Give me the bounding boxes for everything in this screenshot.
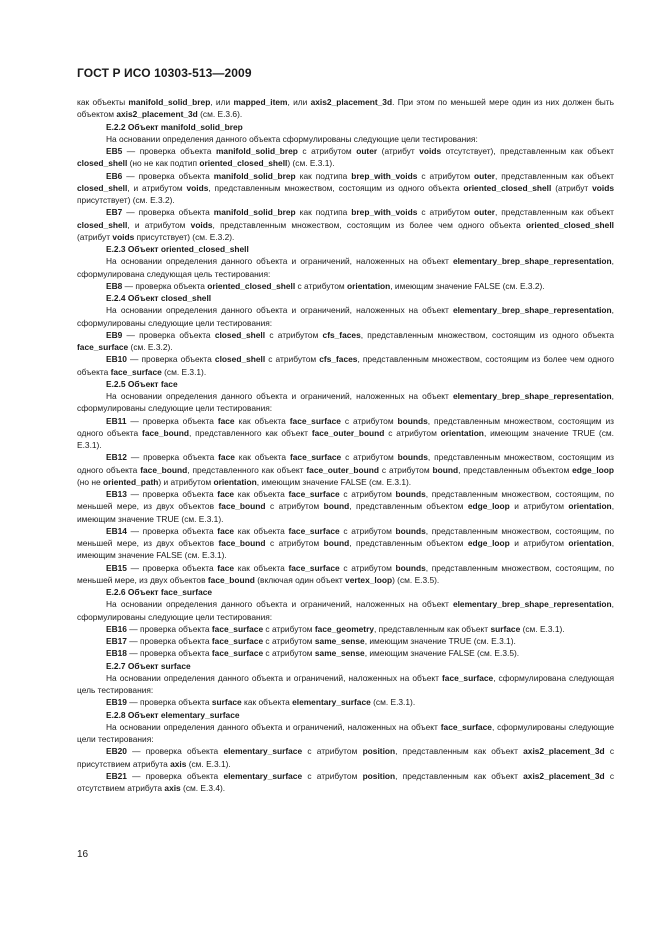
text-run: — проверка объекта xyxy=(122,146,216,156)
paragraph xyxy=(77,770,614,795)
text-run: , представленного как объект xyxy=(187,464,307,475)
bold-term: axis2_placement_3d xyxy=(116,109,198,120)
bold-term: EB17 xyxy=(106,636,127,646)
bold-term: face_surface xyxy=(211,648,264,659)
bold-term: face xyxy=(218,452,235,463)
bold-term: manifold_solid_brep xyxy=(215,146,298,156)
text-run: , и атрибутом xyxy=(127,219,191,230)
text-run: отсутствует), представленным как объект xyxy=(441,146,614,156)
text-run: с атрибутом xyxy=(297,146,357,156)
text-run: и атрибутом xyxy=(509,501,569,512)
text-run: На основании определения данного объекта и ограничений, наложенных на объект xyxy=(106,256,453,267)
bold-term: E.2.2 Объект manifold_solid_brep xyxy=(106,121,243,132)
text-run: (но не xyxy=(77,476,104,487)
page-number: 16 xyxy=(77,849,89,860)
bold-term: E.2.7 Объект surface xyxy=(106,660,191,671)
bold-term: surface xyxy=(211,697,242,708)
bold-term: orientation xyxy=(568,538,612,548)
bold-term: closed_shell xyxy=(214,329,266,340)
bold-term: outer xyxy=(474,207,495,218)
document-body xyxy=(77,96,614,794)
bold-term: elementary_brep_shape_representation xyxy=(452,305,612,316)
text-run: (атрибут xyxy=(551,182,593,193)
bold-term: edge_loop xyxy=(467,501,510,512)
text-run: и атрибутом xyxy=(509,538,569,548)
text-run: — проверка объекта xyxy=(126,525,218,536)
text-run: , представленным как объект xyxy=(374,623,491,634)
bold-term: manifold_solid_brep xyxy=(213,170,296,181)
bold-term: mapped_item xyxy=(233,97,288,107)
bold-term: orientation xyxy=(440,427,484,438)
bold-term: face_bound xyxy=(218,538,266,548)
bold-term: face_surface xyxy=(211,636,264,646)
text-run: с атрибутом xyxy=(265,354,320,365)
text-run: с атрибутом xyxy=(302,770,363,781)
text-run: как объекта xyxy=(234,562,289,573)
section-heading xyxy=(77,660,614,672)
text-run: как подтипа xyxy=(295,207,352,218)
bold-term: face_geometry xyxy=(314,623,375,634)
text-run: На основании определения данного объекта сформулированы следующие цели тестирования: xyxy=(106,133,478,144)
paragraph xyxy=(77,488,614,525)
text-run: с атрибутом xyxy=(341,452,398,463)
bold-term: closed_shell xyxy=(214,354,266,365)
text-run: , представленного как объект xyxy=(189,427,312,438)
paragraph xyxy=(77,415,614,452)
bold-term: bound xyxy=(323,501,350,512)
bold-term: E.2.3 Объект oriented_closed_shell xyxy=(106,244,249,254)
text-run: с атрибутом xyxy=(417,170,475,181)
bold-term: EB12 xyxy=(106,452,127,463)
text-run: , представленным как объект xyxy=(494,170,614,181)
text-run: с атрибутом xyxy=(263,648,315,659)
text-run: (атрибут xyxy=(377,146,420,156)
paragraph xyxy=(77,623,614,635)
text-run: , или xyxy=(287,97,311,107)
text-run: (см. Е.3.1). xyxy=(370,697,416,708)
text-run: с атрибутом xyxy=(417,207,475,218)
text-run: , сформулированы следующие цели тестирования: xyxy=(77,305,614,328)
text-run: с атрибутом xyxy=(339,489,396,499)
paragraph xyxy=(77,525,614,562)
bold-term: face_surface xyxy=(110,366,162,377)
text-run: как объекта xyxy=(234,489,289,499)
text-run: , имеющим значение TRUE (см. Е.3.1). xyxy=(364,636,516,646)
text-run: , представленным объектом xyxy=(458,464,573,475)
text-run: с атрибутом xyxy=(384,427,441,438)
text-run: , сформулированы следующие цели тестирования: xyxy=(77,599,614,622)
bold-term: closed_shell xyxy=(77,182,128,193)
text-run: , имеющим значение TRUE (см. Е.3.1). xyxy=(77,501,615,524)
bold-term: face_surface xyxy=(289,452,342,463)
text-run: , представленным множеством, состоящим, по меньшей мере, из двух объектов xyxy=(77,525,614,548)
text-run: — проверка объекта xyxy=(126,415,218,426)
bold-term: face_bound xyxy=(218,501,266,512)
document-header: ГОСТ Р ИСО 10303-513—2009 xyxy=(77,66,252,80)
bold-term: voids xyxy=(112,231,135,242)
bold-term: voids xyxy=(419,146,442,156)
section-heading xyxy=(77,243,614,255)
text-run: — проверка объекта xyxy=(126,746,224,757)
bold-term: face_surface xyxy=(289,415,341,426)
bold-term: axis xyxy=(164,783,181,793)
text-run: , имеющим значение TRUE (см. Е.3.1). xyxy=(77,427,614,450)
bold-term: E.2.5 Объект face xyxy=(106,378,178,389)
bold-term: bounds xyxy=(397,415,428,426)
text-run: (но не как подтип xyxy=(127,158,200,169)
text-run: , представленным множеством, состоящим из более чем одного объекта xyxy=(212,219,527,230)
bold-term: axis2_placement_3d xyxy=(523,746,605,757)
section-heading xyxy=(77,292,614,304)
bold-term: outer xyxy=(356,146,378,156)
bold-term: EB9 xyxy=(106,329,123,340)
text-run: — проверка объекта xyxy=(122,207,214,218)
text-run: , представленным множеством, состоящим из одного объекта xyxy=(77,415,614,438)
text-run: как объекта xyxy=(234,415,290,426)
paragraph xyxy=(77,598,614,623)
paragraph xyxy=(77,280,614,292)
section-heading xyxy=(77,121,614,133)
bold-term: edge_loop xyxy=(467,538,510,548)
text-run: с атрибутом xyxy=(295,280,347,291)
bold-term: EB13 xyxy=(106,489,127,499)
text-run: На основании определения данного объекта и ограничений, наложенных на объект xyxy=(106,672,442,683)
text-run: ) (см. Е.3.1). xyxy=(287,158,335,169)
paragraph xyxy=(77,745,614,770)
section-heading xyxy=(77,378,614,390)
bold-term: face_bound xyxy=(207,574,255,585)
bold-term: elementary_surface xyxy=(292,697,371,708)
text-run: — проверка объекта xyxy=(126,636,212,646)
bold-term: face_surface xyxy=(211,623,264,634)
text-run: , или xyxy=(210,97,234,107)
section-heading xyxy=(77,586,614,598)
text-run: , представленным множеством, состоящим из одного объекта xyxy=(208,182,464,193)
bold-term: oriented_closed_shell xyxy=(526,219,614,230)
bold-term: orientation xyxy=(213,476,257,487)
text-run: с отсутствием атрибута xyxy=(77,770,615,793)
text-run: с атрибутом xyxy=(265,329,323,340)
bold-term: closed_shell xyxy=(77,158,128,169)
paragraph xyxy=(77,170,614,207)
bold-term: bounds xyxy=(397,452,428,463)
text-run: , представленным множеством, состоящим, по меньшей мере, из двух объектов xyxy=(77,489,614,512)
bold-term: position xyxy=(362,770,396,781)
paragraph xyxy=(77,96,614,121)
bold-term: face_surface xyxy=(288,562,340,573)
bold-term: elementary_surface xyxy=(223,770,303,781)
text-run: — проверка объекта xyxy=(122,170,214,181)
text-run: с атрибутом xyxy=(265,501,324,512)
bold-term: voids xyxy=(190,219,213,230)
bold-term: elementary_brep_shape_representation xyxy=(452,599,612,610)
text-run: с присутствием атрибута xyxy=(77,746,615,769)
text-run: ) (см. Е.3.5). xyxy=(392,574,440,585)
paragraph xyxy=(77,672,614,697)
bold-term: face_surface xyxy=(288,525,340,536)
text-run: как объекта xyxy=(241,697,293,708)
text-run: — проверка объекта xyxy=(126,452,219,463)
text-run: , представленным множеством, состоящим, по меньшей мере, из двух объектов xyxy=(77,562,614,585)
text-run: , представленным множеством, состоящим из одного объекта xyxy=(77,452,614,475)
text-run: , сформулированы следующие цели тестирования: xyxy=(77,721,614,744)
text-run: — проверка объекта xyxy=(126,770,224,781)
text-run: , сформулированы следующие цели тестирования: xyxy=(77,391,614,414)
bold-term: axis xyxy=(170,758,187,769)
text-run: с атрибутом xyxy=(265,538,324,548)
bold-term: bounds xyxy=(395,562,426,573)
paragraph xyxy=(77,329,614,354)
text-run: присутствует) (см. Е.3.2). xyxy=(134,231,235,242)
bold-term: closed_shell xyxy=(77,219,128,230)
bold-term: EB18 xyxy=(106,648,127,659)
bold-term: edge_loop xyxy=(572,464,614,475)
text-run: , представленным множеством, состоящим из более чем одного объекта xyxy=(77,354,614,377)
bold-term: manifold_solid_brep xyxy=(213,207,296,218)
bold-term: EB21 xyxy=(106,770,127,781)
text-run: — проверка объекта xyxy=(126,648,212,659)
text-run: как объекта xyxy=(234,452,290,463)
text-run: , представленным объектом xyxy=(349,501,468,512)
paragraph xyxy=(77,145,614,170)
paragraph xyxy=(77,353,614,378)
bold-term: EB10 xyxy=(106,354,127,365)
bold-term: EB20 xyxy=(106,746,127,757)
bold-term: bound xyxy=(432,464,459,475)
bold-term: bound xyxy=(323,538,350,548)
text-run: как подтипа xyxy=(295,170,352,181)
bold-term: surface xyxy=(490,623,521,634)
bold-term: position xyxy=(362,746,396,757)
bold-term: voids xyxy=(186,182,209,193)
text-run: — проверка объекта xyxy=(126,623,212,634)
bold-term: face_surface xyxy=(442,672,494,683)
paragraph xyxy=(77,255,614,280)
bold-term: E.2.4 Объект closed_shell xyxy=(106,293,212,303)
text-run: с атрибутом xyxy=(263,636,315,646)
bold-term: manifold_solid_brep xyxy=(128,97,211,107)
text-run: (см. Е.3.1). xyxy=(186,758,231,769)
bold-term: vertex_loop xyxy=(345,574,393,585)
text-run: , представленным объектом xyxy=(349,538,468,548)
paragraph xyxy=(77,206,614,243)
bold-term: EB8 xyxy=(106,280,123,291)
bold-term: outer xyxy=(474,170,495,181)
bold-term: face_outer_bound xyxy=(311,427,385,438)
bold-term: face xyxy=(217,562,235,573)
bold-term: axis2_placement_3d xyxy=(310,97,393,107)
bold-term: oriented_closed_shell xyxy=(463,182,552,193)
bold-term: EB16 xyxy=(106,623,127,634)
bold-term: brep_with_voids xyxy=(351,170,418,181)
text-run: — проверка объекта xyxy=(122,280,208,291)
bold-term: face_surface xyxy=(77,342,129,352)
paragraph xyxy=(77,304,614,329)
text-run: как объекты xyxy=(77,97,129,107)
bold-term: E.2.8 Объект elementary_surface xyxy=(106,709,240,720)
paragraph xyxy=(77,721,614,746)
text-run: — проверка объекта xyxy=(126,489,218,499)
text-run: (см. Е.3.6). xyxy=(197,109,243,120)
bold-term: oriented_closed_shell xyxy=(199,158,288,169)
bold-term: face xyxy=(217,415,235,426)
bold-term: E.2.6 Объект face_surface xyxy=(106,587,213,597)
text-run: с атрибутом xyxy=(263,623,315,634)
bold-term: face_bound xyxy=(142,427,190,438)
text-run: , имеющим значение FALSE (см. Е.3.2). xyxy=(390,280,545,291)
bold-term: oriented_closed_shell xyxy=(207,280,296,291)
text-run: , и атрибутом xyxy=(127,182,187,193)
bold-term: orientation xyxy=(568,501,612,512)
bold-term: bounds xyxy=(395,525,426,536)
bold-term: orientation xyxy=(347,280,391,291)
bold-term: face_surface xyxy=(288,489,340,499)
text-run: , представленным как объект xyxy=(395,746,524,757)
text-run: На основании определения данного объекта и ограничений, наложенных на объект xyxy=(106,721,441,732)
bold-term: cfs_faces xyxy=(319,354,358,365)
text-run: как объекта xyxy=(234,525,289,536)
paragraph xyxy=(77,696,614,708)
text-run: — проверка объекта xyxy=(126,697,212,708)
text-run: с атрибутом xyxy=(339,525,396,536)
paragraph xyxy=(77,451,614,488)
bold-term: elementary_surface xyxy=(223,746,303,757)
text-run: присутствует) (см. Е.3.2). xyxy=(77,195,175,205)
text-run: На основании определения данного объекта и ограничений, наложенных на объект xyxy=(106,305,453,316)
bold-term: voids xyxy=(592,182,614,193)
text-run: , представленным как объект xyxy=(494,207,614,218)
paragraph xyxy=(77,133,614,145)
bold-term: same_sense xyxy=(314,648,365,659)
text-run: (см. Е.3.1). xyxy=(161,366,207,377)
paragraph xyxy=(77,635,614,647)
bold-term: EB5 xyxy=(106,146,123,156)
bold-term: same_sense xyxy=(314,636,365,646)
bold-term: face_outer_bound xyxy=(306,464,379,475)
text-run: , имеющим значение FALSE (см. Е.3.1). xyxy=(256,476,412,487)
bold-term: face xyxy=(217,489,235,499)
text-run: — проверка объекта xyxy=(126,354,215,365)
bold-term: EB11 xyxy=(106,415,127,426)
bold-term: elementary_brep_shape_representation xyxy=(452,256,612,267)
text-run: . При этом по меньшей мере один из них должен быть объектом xyxy=(77,97,615,120)
bold-term: brep_with_voids xyxy=(351,207,418,218)
paragraph xyxy=(77,647,614,659)
bold-term: EB7 xyxy=(106,207,123,218)
bold-term: axis2_placement_3d xyxy=(523,770,605,781)
bold-term: face_surface xyxy=(440,721,492,732)
bold-term: EB14 xyxy=(106,525,127,536)
text-run: (см. Е.3.2). xyxy=(128,342,173,352)
bold-term: face xyxy=(217,525,235,536)
text-run: На основании определения данного объекта и ограничений, наложенных на объект xyxy=(106,391,453,401)
bold-term: bounds xyxy=(395,489,426,499)
bold-term: cfs_faces xyxy=(322,329,361,340)
text-run: , представленным как объект xyxy=(395,770,524,781)
text-run: , сформулирована следующая цель тестирования: xyxy=(77,256,614,279)
text-run: с атрибутом xyxy=(339,562,396,573)
text-run: с атрибутом xyxy=(302,746,363,757)
text-run: (см. Е.3.4). xyxy=(180,783,226,793)
text-run: с атрибутом xyxy=(379,464,433,475)
text-run: На основании определения данного объекта и ограничений, наложенных на объект xyxy=(106,599,453,610)
section-heading xyxy=(77,709,614,721)
bold-term: elementary_brep_shape_representation xyxy=(452,391,612,401)
text-run: (включая один объект xyxy=(254,574,346,585)
text-run: , сформулирована следующая цель тестирования: xyxy=(77,672,614,695)
bold-term: oriented_path xyxy=(103,476,159,487)
bold-term: face_bound xyxy=(140,464,188,475)
paragraph xyxy=(77,562,614,587)
text-run: , имеющим значение FALSE (см. Е.3.5). xyxy=(364,648,520,659)
bold-term: EB6 xyxy=(106,170,123,181)
text-run: , представленным множеством, состоящим из одного объекта xyxy=(360,329,614,340)
text-run: — проверка объекта xyxy=(126,562,218,573)
bold-term: EB19 xyxy=(106,697,127,708)
text-run: (атрибут xyxy=(77,231,113,242)
text-run: ) и атрибутом xyxy=(158,476,214,487)
text-run: с атрибутом xyxy=(340,415,398,426)
text-run: — проверка объекта xyxy=(122,329,215,340)
paragraph xyxy=(77,390,614,415)
bold-term: EB15 xyxy=(106,562,127,573)
text-run: (см. Е.3.1). xyxy=(520,623,565,634)
text-run: , имеющим значение FALSE (см. Е.3.1). xyxy=(77,538,615,561)
